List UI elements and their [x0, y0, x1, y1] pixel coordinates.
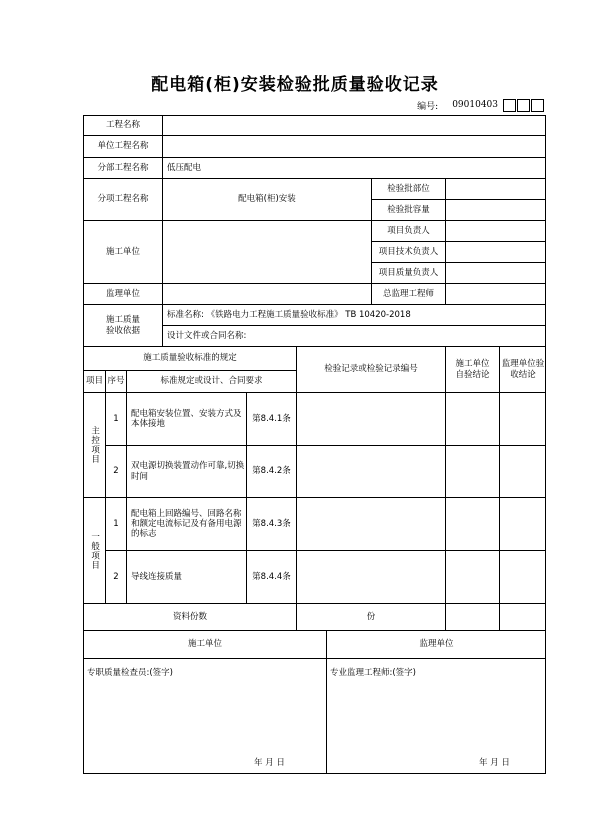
- label-sub-project: 分部工程名称: [84, 158, 163, 179]
- records-general-2[interactable]: [297, 551, 446, 604]
- sup-result-general-2[interactable]: [500, 551, 546, 604]
- records-general-1[interactable]: [297, 498, 446, 551]
- sup-result-main-2[interactable]: [500, 446, 546, 498]
- sig-supervision-box[interactable]: [327, 659, 546, 774]
- label-quality-leader: 项目质量负责人: [372, 263, 446, 284]
- records-main-1[interactable]: [297, 393, 446, 446]
- label-chief-supervisor: 总监理工程师: [372, 284, 446, 305]
- header-records: 检验记录或检验记录编号: [297, 347, 446, 393]
- code-box-1[interactable]: [503, 99, 516, 112]
- records-main-2[interactable]: [297, 446, 446, 498]
- document-title: 配电箱(柜)安装检验批质量验收记录: [151, 75, 439, 95]
- materials-const[interactable]: [446, 604, 500, 631]
- date-left: 年 月 日: [254, 758, 285, 768]
- clause-main-1: 第8.4.1条: [247, 393, 297, 446]
- header-sup-result: 监理单位验收结论: [500, 347, 546, 393]
- seq-main-2: 2: [106, 446, 127, 498]
- header-seq: 序号: [106, 371, 127, 393]
- value-supervision-unit[interactable]: [163, 284, 372, 305]
- group-general: 一般项目: [84, 498, 106, 604]
- label-unit-project: 单位工程名称: [84, 136, 163, 158]
- materials-sup[interactable]: [500, 604, 546, 631]
- value-standard: 标准名称: 《铁路电力工程施工质量验收标准》 TB 10420-2018: [163, 305, 546, 326]
- value-project-leader[interactable]: [446, 221, 546, 242]
- clause-main-2: 第8.4.2条: [247, 446, 297, 498]
- label-item-project: 分项工程名称: [84, 179, 163, 221]
- header-item: 项目: [84, 371, 106, 393]
- header-const-result: 施工单位自验结论: [446, 347, 500, 393]
- value-inspection-part[interactable]: [446, 179, 546, 200]
- materials-label: 资料份数: [84, 604, 297, 631]
- sup-result-main-1[interactable]: [500, 393, 546, 446]
- value-tech-leader[interactable]: [446, 242, 546, 263]
- clause-general-1: 第8.4.3条: [247, 498, 297, 551]
- value-inspection-capacity[interactable]: [446, 200, 546, 221]
- const-result-general-1[interactable]: [446, 498, 500, 551]
- value-sub-project[interactable]: 低压配电: [163, 158, 546, 179]
- desc-general-1: 配电箱上回路编号、回路名称和额定电流标记及有备用电源的标志: [127, 498, 247, 551]
- code-value: 09010403: [452, 100, 498, 110]
- clause-general-2: 第8.4.4条: [247, 551, 297, 604]
- desc-general-2: 导线连接质量: [127, 551, 247, 604]
- value-chief-supervisor[interactable]: [446, 284, 546, 305]
- code-label: 编号:: [417, 101, 439, 112]
- label-inspection-part: 检验批部位: [372, 179, 446, 200]
- value-unit-project[interactable]: [163, 136, 546, 158]
- seq-general-1: 1: [106, 498, 127, 551]
- label-quality-basis: 施工质量验收依据: [84, 305, 163, 347]
- label-tech-leader: 项目技术负责人: [372, 242, 446, 263]
- sig-construction-unit: 施工单位: [84, 631, 327, 659]
- inspector-sign-label: 专职质量检查员:(签字): [87, 668, 173, 678]
- materials-unit: 份: [297, 604, 446, 631]
- supervisor-sign-label: 专业监理工程师:(签字): [330, 668, 416, 678]
- sup-result-general-1[interactable]: [500, 498, 546, 551]
- code-box-2[interactable]: [517, 99, 530, 112]
- const-result-main-1[interactable]: [446, 393, 500, 446]
- group-main-control: 主控项目: [84, 393, 106, 498]
- code-box-3[interactable]: [531, 99, 544, 112]
- value-construction-unit[interactable]: [163, 221, 372, 284]
- label-project-name: 工程名称: [84, 116, 163, 136]
- value-design-docs[interactable]: 设计文件或合同名称:: [163, 326, 546, 347]
- label-project-leader: 项目负责人: [372, 221, 446, 242]
- code-row: [417, 97, 544, 113]
- record-table: [83, 115, 546, 774]
- const-result-general-2[interactable]: [446, 551, 500, 604]
- value-project-name[interactable]: [163, 116, 546, 136]
- sig-construction-box[interactable]: [84, 659, 327, 774]
- label-inspection-capacity: 检验批容量: [372, 200, 446, 221]
- value-item-project[interactable]: 配电箱(柜)安装: [163, 179, 372, 221]
- label-construction-unit: 施工单位: [84, 221, 163, 284]
- seq-general-2: 2: [106, 551, 127, 604]
- desc-main-1: 配电箱安装位置、安装方式及本体接地: [127, 393, 247, 446]
- label-supervision-unit: 监理单位: [84, 284, 163, 305]
- date-right: 年 月 日: [479, 758, 510, 768]
- const-result-main-2[interactable]: [446, 446, 500, 498]
- header-spec: 施工质量验收标准的规定: [84, 347, 297, 371]
- header-req: 标准规定或设计、合同要求: [127, 371, 297, 393]
- value-quality-leader[interactable]: [446, 263, 546, 284]
- desc-main-2: 双电源切换装置动作可靠,切换时间: [127, 446, 247, 498]
- sig-supervision-unit: 监理单位: [327, 631, 546, 659]
- seq-main-1: 1: [106, 393, 127, 446]
